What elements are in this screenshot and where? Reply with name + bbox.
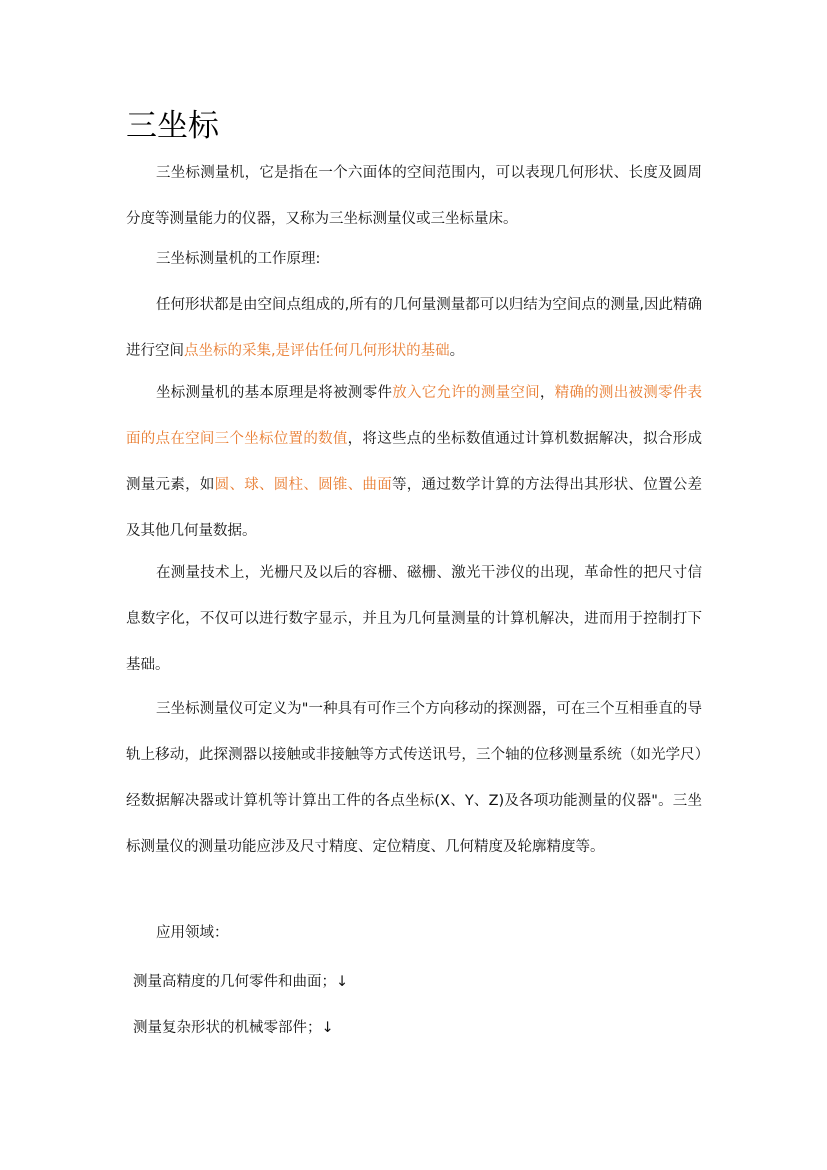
highlight-text: 放入它允许的测量空间: [392, 385, 540, 401]
text: 等，通过数学计算的方法得出其形状、位置公差及其他几何量数据。: [126, 477, 703, 539]
text: ，: [539, 385, 555, 401]
highlight-text: 圆、球、圆柱、圆锥、曲面: [214, 477, 392, 493]
text: 任何形状都是由空间点组成的,所有的几何量测量都可以归结为空间点的测量,因此精确进行空间: [126, 297, 702, 359]
list-item: 测量高精度的几何零件和曲面；↓: [133, 974, 349, 990]
paragraph-technology: 在测量技术上，光栅尺及以后的容栅、磁栅、激光干涉仪的出现，革命性的把尺寸信息数字化，不仅可以进行数字显示，并且为几何量测量的计算机解决，进而用于控制打下基础。: [126, 565, 702, 673]
paragraph-definition: 三坐标测量机，它是指在一个六面体的空间范围内，可以表现几何形状、长度及圆周分度等测量能力的仪器，又称为三坐标测量仪或三坐标量床。: [126, 165, 702, 227]
paragraph-principle: [126, 282, 702, 374]
paragraph-principle-heading: 三坐标测量机的工作原理:: [156, 251, 321, 267]
paragraph-application-heading: 应用领域：: [156, 925, 229, 941]
paragraph-cmm-definition: 三坐标测量仪可定义为"一种具有可作三个方向移动的探测器，可在三个互相垂直的导轨上移动，此探测器以接触或非接触等方式传送讯号，三个轴的位移测量系统（如光学尺）经数据解决器或计算机等计算出工件的各点坐标(X、Y、Z)及各项功能测量的仪器"。三坐标测量仪的测量功能应涉及尺寸精度、定位精度、几何精度及轮廓精度等。: [126, 701, 702, 855]
list-item: 测量复杂形状的机械零部件；↓: [133, 1020, 334, 1036]
highlight-text: 点坐标的采集,是评估任何几何形状的基础: [184, 343, 450, 359]
page-title: 三坐标: [126, 108, 219, 144]
highlight-text: 精确的测出被测零件表面的点在空间三个坐标位置的数值: [126, 385, 703, 447]
paragraph-basic-principle: [126, 370, 702, 554]
text: ，将这些点的坐标数值通过计算机数据解决，拟合形成测量元素，如: [126, 431, 703, 493]
text: 。: [449, 343, 465, 359]
text: 坐标测量机的基本原理是将被测零件: [156, 385, 393, 401]
